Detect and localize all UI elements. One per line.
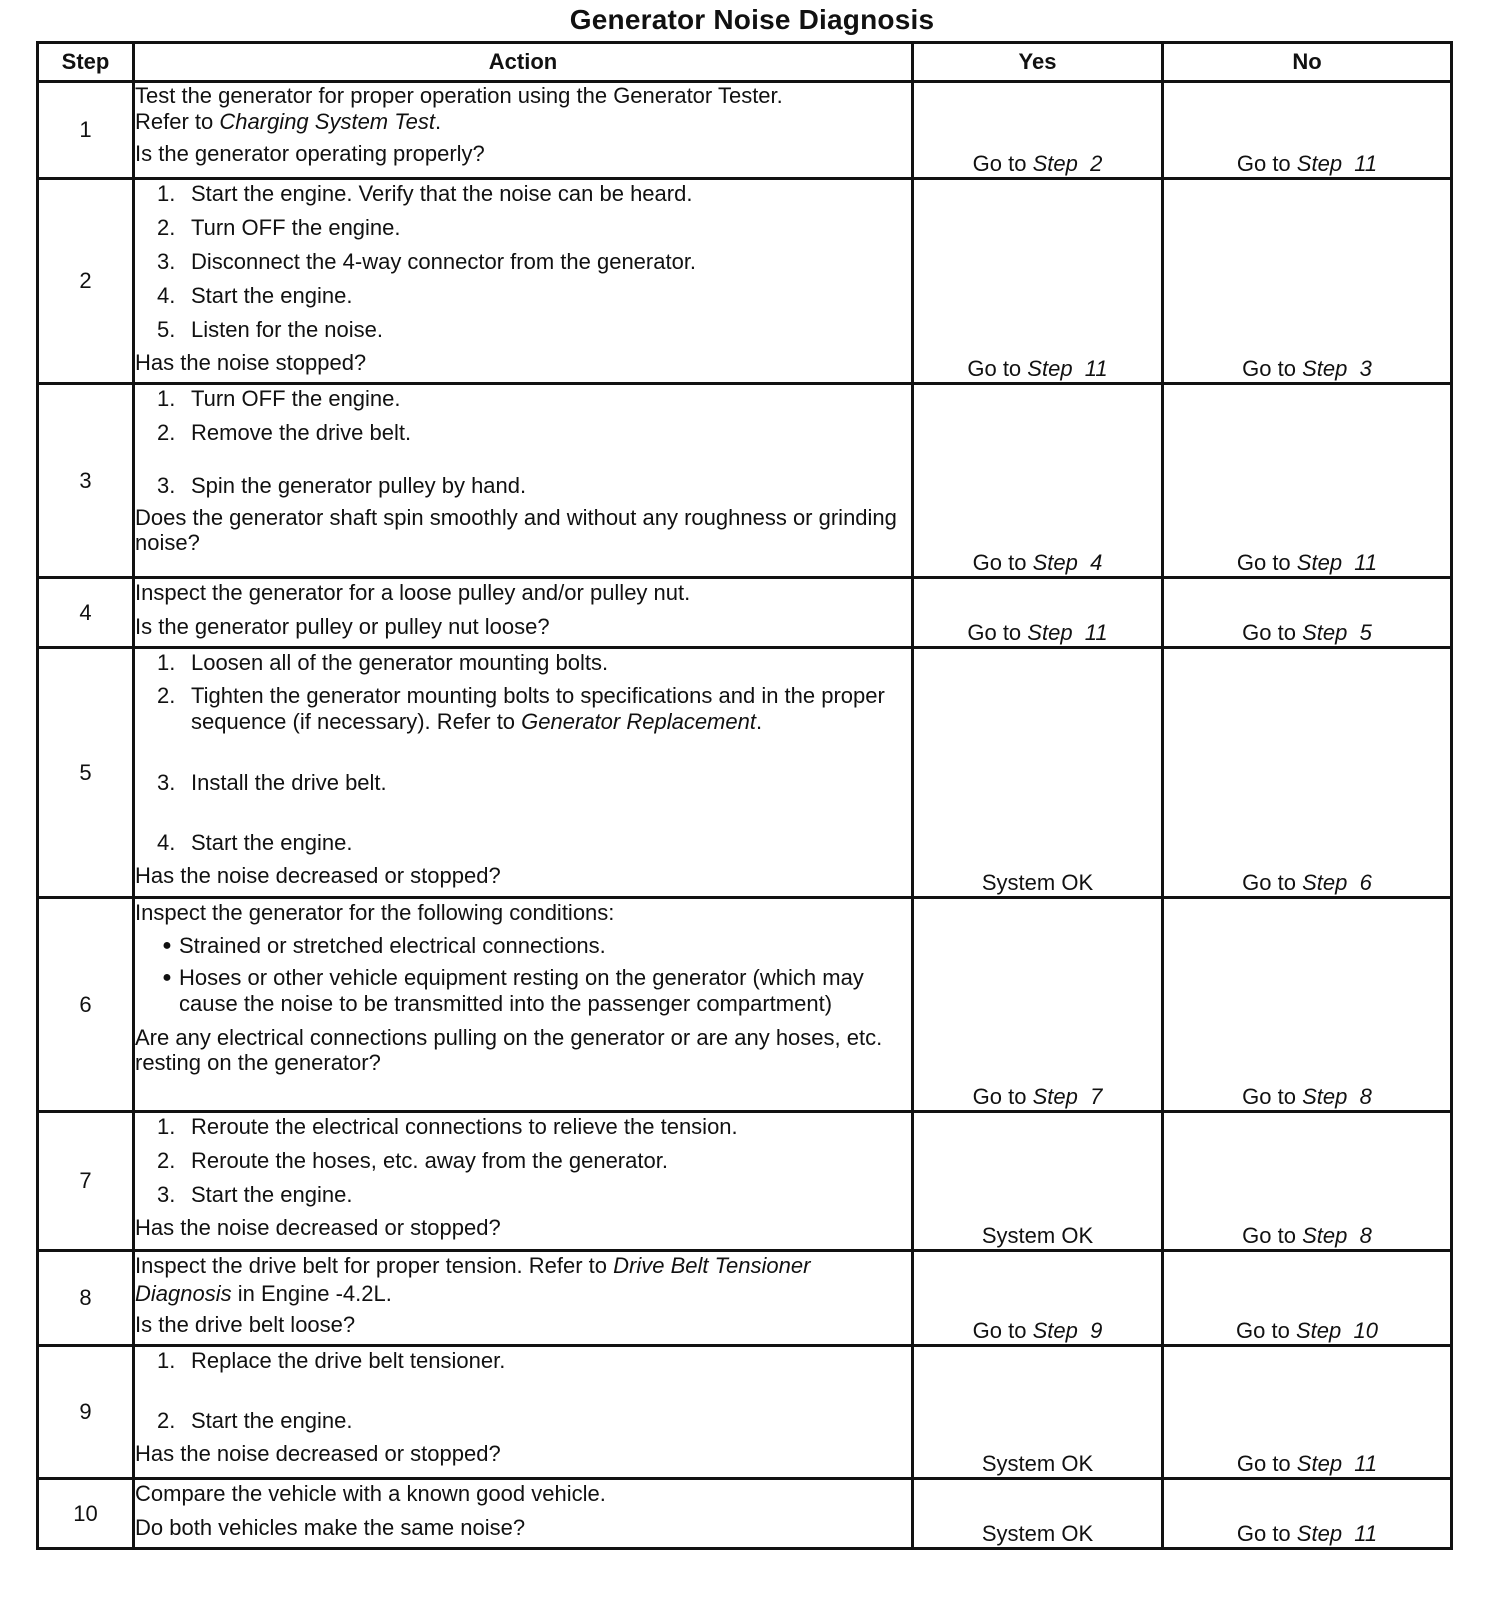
step-number: 4: [38, 578, 134, 648]
step-number: 7: [38, 1112, 134, 1251]
step-number: 5: [38, 648, 134, 898]
table-row: [38, 1479, 1452, 1549]
reference-link[interactable]: Charging System Test: [219, 109, 436, 134]
question-text: Has the noise decreased or stopped?: [135, 1441, 501, 1466]
action-cell: [134, 384, 913, 578]
no-result: Go to Step 8: [1163, 1112, 1452, 1251]
table-row: [38, 384, 1452, 578]
yes-result: Go to Step 11: [913, 578, 1163, 648]
list-item: 3. Spin the generator pulley by hand.: [157, 473, 527, 498]
table-row: [38, 898, 1452, 1112]
question-text: Has the noise decreased or stopped?: [135, 863, 501, 888]
yes-result: System OK: [913, 1479, 1163, 1549]
list-item: 4. Start the engine.: [157, 830, 353, 855]
action-text: Test the generator for proper operation using the Generator Tester. Refer to Charging System Test.: [135, 83, 783, 134]
table-row: [38, 1346, 1452, 1479]
action-text: Inspect the drive belt for proper tension. Refer to Drive Belt Tensioner Diagnosis in Engine -4.2L.: [135, 1253, 811, 1306]
bullet-item: ● Strained or stretched electrical connections.: [162, 933, 606, 958]
page-title: Generator Noise Diagnosis: [569, 4, 935, 35]
action-cell: [134, 578, 913, 648]
question-text: Do both vehicles make the same noise?: [135, 1515, 526, 1540]
step-number: 2: [38, 179, 134, 384]
action-cell: [134, 1346, 913, 1479]
no-result: Go to Step 8: [1163, 898, 1452, 1112]
action-cell: [134, 179, 913, 384]
question-text: Is the generator pulley or pulley nut loose?: [135, 614, 550, 639]
diagnosis-table: [36, 41, 1453, 1550]
action-text: Inspect the generator for the following conditions:: [135, 900, 615, 925]
question-text: Does the generator shaft spin smoothly and without any roughness or grinding noise?: [135, 505, 897, 555]
list-item: 2. Tighten the generator mounting bolts to specifications and in the proper sequence (if necessary). Refer to Generator Replacement.: [157, 683, 885, 734]
action-cell: [134, 1251, 913, 1346]
action-cell: [134, 898, 913, 1112]
no-result: Go to Step 5: [1163, 578, 1452, 648]
step-number: 6: [38, 898, 134, 1112]
action-cell: [134, 82, 913, 179]
no-result: Go to Step 6: [1163, 648, 1452, 898]
header-yes: Yes: [913, 43, 1163, 82]
no-result: Go to Step 11: [1163, 1346, 1452, 1479]
list-item: 2. Turn OFF the engine.: [157, 215, 401, 240]
yes-result: Go to Step 9: [913, 1251, 1163, 1346]
list-item: 1. Reroute the electrical connections to relieve the tension.: [157, 1114, 738, 1139]
header-step: Step: [38, 43, 134, 82]
yes-result: Go to Step 4: [913, 384, 1163, 578]
table-row: [38, 179, 1452, 384]
step-number: 8: [38, 1251, 134, 1346]
list-item: 1. Loosen all of the generator mounting bolts.: [157, 650, 609, 675]
step-number: 9: [38, 1346, 134, 1479]
list-item: 5. Listen for the noise.: [157, 317, 384, 342]
list-item: 1. Start the engine. Verify that the noise can be heard.: [157, 181, 693, 206]
yes-result: Go to Step 11: [913, 179, 1163, 384]
no-result: Go to Step 11: [1163, 1479, 1452, 1549]
question-text: Is the drive belt loose?: [135, 1312, 356, 1337]
list-item: 1. Replace the drive belt tensioner.: [157, 1348, 506, 1373]
no-result: Go to Step 10: [1163, 1251, 1452, 1346]
yes-result: System OK: [913, 648, 1163, 898]
reference-link[interactable]: Generator Replacement: [521, 709, 756, 734]
yes-result: Go to Step 7: [913, 898, 1163, 1112]
table-row: [38, 1112, 1452, 1251]
list-item: 4. Start the engine.: [157, 283, 353, 308]
list-item: 3. Disconnect the 4-way connector from the generator.: [157, 249, 697, 274]
no-result: Go to Step 11: [1163, 384, 1452, 578]
yes-result: Go to Step 2: [913, 82, 1163, 179]
list-item: 3. Install the drive belt.: [157, 770, 387, 795]
table-row: [38, 1251, 1452, 1346]
header-no: No: [1163, 43, 1452, 82]
bullet-item: ● Hoses or other vehicle equipment resting on the generator (which may cause the noise to be transmitted into the passenger compartment): [162, 965, 864, 1016]
action-cell: [134, 1479, 913, 1549]
no-result: Go to Step 3: [1163, 179, 1452, 384]
list-item: 2. Reroute the hoses, etc. away from the generator.: [157, 1148, 668, 1173]
header-row: [38, 43, 1452, 82]
step-number: 1: [38, 82, 134, 179]
action-text: Compare the vehicle with a known good vehicle.: [135, 1481, 606, 1506]
header-action: Action: [134, 43, 913, 82]
question-text: Is the generator operating properly?: [135, 141, 485, 166]
action-cell: [134, 648, 913, 898]
action-text: Inspect the generator for a loose pulley and/or pulley nut.: [135, 580, 691, 605]
table-row: [38, 648, 1452, 898]
yes-result: System OK: [913, 1346, 1163, 1479]
question-text: Has the noise stopped?: [135, 350, 367, 375]
no-result: Go to Step 11: [1163, 82, 1452, 179]
step-number: 10: [38, 1479, 134, 1549]
action-cell: [134, 1112, 913, 1251]
question-text: Has the noise decreased or stopped?: [135, 1215, 501, 1240]
yes-result: System OK: [913, 1112, 1163, 1251]
list-item: 1. Turn OFF the engine.: [157, 386, 401, 411]
list-item: 2. Start the engine.: [157, 1408, 353, 1433]
reference-link[interactable]: Drive Belt Tensioner Diagnosis: [135, 1253, 811, 1306]
list-item: 3. Start the engine.: [157, 1182, 353, 1207]
step-number: 3: [38, 384, 134, 578]
list-item: 2. Remove the drive belt.: [157, 420, 412, 445]
table-row: [38, 82, 1452, 179]
question-text: Are any electrical connections pulling on the generator or are any hoses, etc. resting on the generator?: [135, 1025, 883, 1075]
table-row: [38, 578, 1452, 648]
